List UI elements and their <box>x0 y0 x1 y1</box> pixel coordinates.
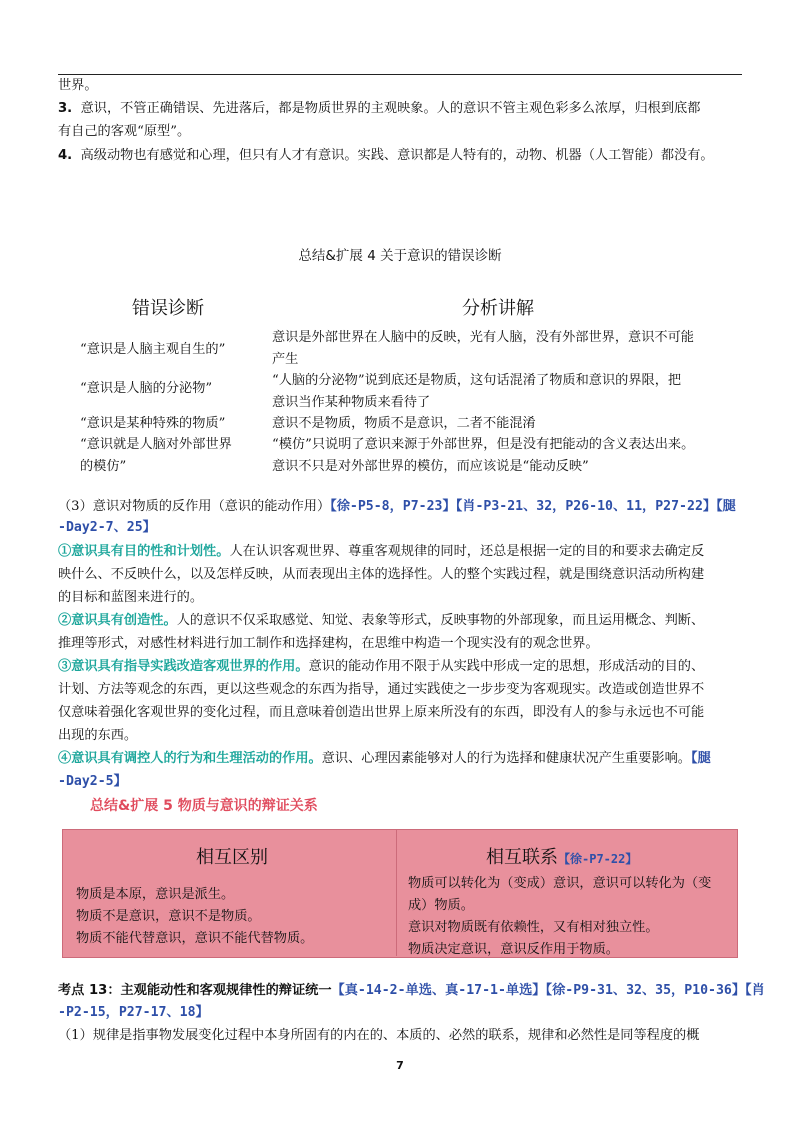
paragraph-line: 映什么、不反映什么，以及怎样反映，从而表现出主体的选择性。人的整个实践过程，就是围绕意识活动所构建 <box>58 567 705 582</box>
reference-tag: 【徐-P7-22】 <box>558 852 638 866</box>
heading-text: （3）意识对物质的反作用（意识的能动作用） <box>58 499 331 514</box>
exam-point-heading <box>58 979 765 1003</box>
table-title: 总结&扩展 4 关于意识的错误诊断 <box>298 248 502 264</box>
paragraph-text: 意识、心理因素能够对人的行为选择和健康状况产生重要影响。 <box>321 751 691 766</box>
paragraph-line: （1）规律是指事物发展变化过程中本身所固有的内在的、本质的、必然的联系，规律和必然性是同等程度的概 <box>58 1028 700 1043</box>
paragraph-text: 人的意识不仅采取感觉、知觉、表象等形式，反映事物的外部现象，而且运用概念、判断、 <box>176 613 705 628</box>
reference-tag: 【腿 <box>691 751 711 766</box>
header-text: 相互联系 <box>486 847 558 868</box>
summary-title: 总结&扩展 5 物质与意识的辩证关系 <box>90 798 318 814</box>
right-item: 物质决定意识，意识反作用于物质。 <box>408 942 619 957</box>
error-cell: “意识就是人脑对外部世界 <box>80 437 232 452</box>
analysis-cell: “模仿”只说明了意识来源于外部世界，但是没有把能动的含义表达出来。 <box>272 437 695 452</box>
analysis-cell: 意识当作某种物质来看待了 <box>272 395 431 410</box>
error-cell: “意识是人脑的分泌物” <box>80 381 213 396</box>
analysis-cell: 意识不只是对外部世界的模仿，而应该说是“能动反映” <box>272 459 589 474</box>
reference-tag: -P2-15，P27-17、18】 <box>58 1005 209 1020</box>
analysis-cell: 意识是外部世界在人脑中的反映，光有人脑，没有外部世界，意识不可能 <box>272 330 694 345</box>
column-header-analysis: 分析讲解 <box>462 298 534 319</box>
reference-tag: -Day2-7、25】 <box>58 520 156 535</box>
paragraph-line <box>58 655 748 679</box>
item-text: 高级动物也有感觉和心理，但只有人才有意识。实践、意识都是人特有的，动物、机器（人工智能）都没有。 <box>80 148 714 163</box>
left-item: 物质是本原，意识是派生。 <box>76 887 235 902</box>
page-number: 7 <box>396 1059 404 1072</box>
table-divider <box>396 829 397 956</box>
paragraph-line: 推理等形式，对感性材料进行加工制作和选择建构，在思维中构造一个现实没有的观念世界。 <box>58 636 599 651</box>
right-item: 意识对物质既有依赖性，又有相对独立性。 <box>408 920 659 935</box>
paragraph-line: 仅意味着强化客观世界的变化过程，而且意味着创造出世界上原来所没有的东西，即没有人的参与永远也不可能 <box>58 705 705 720</box>
paragraph-text: 人在认识客观世界、尊重客观规律的同时，还总是根据一定的目的和要求去确定反 <box>229 544 705 559</box>
left-item: 物质不能代替意识，意识不能代替物质。 <box>76 931 314 946</box>
item-number: 3. <box>58 101 73 116</box>
highlight-phrase: ②意识具有创造性。 <box>58 613 177 628</box>
reference-tag: 【徐-P5-8，P7-23】【肖-P3-21、32，P26-10、11，P27-22】【腿 <box>330 499 736 514</box>
heading-text: 考点 13：主观能动性和客观规律性的辩证统一 <box>58 983 332 998</box>
paragraph-text: 意识的能动作用不限于从实践中形成一定的思想，形成活动的目的、 <box>308 659 705 674</box>
reference-tag: -Day2-5】 <box>58 774 127 789</box>
right-item: 成）物质。 <box>408 898 474 913</box>
paragraph-line <box>58 609 748 633</box>
analysis-cell: 意识不是物质，物质不是意识，二者不能混淆 <box>272 416 536 431</box>
highlight-phrase: ③意识具有指导实践改造客观世界的作用。 <box>58 659 309 674</box>
error-cell: 的模仿” <box>80 459 127 474</box>
left-table-header: 相互区别 <box>196 847 268 868</box>
paragraph-line <box>58 747 748 771</box>
error-cell: “意识是某种特殊的物质” <box>80 416 226 431</box>
paragraph-line <box>58 540 748 564</box>
paragraph-line: 计划、方法等观念的东西，更以这些观念的东西为指导，通过实践使之一步步变为客观现实。改造或创造世界不 <box>58 682 705 697</box>
text-line: 世界。 <box>58 78 98 93</box>
error-cell: “意识是人脑主观自生的” <box>80 342 226 357</box>
highlight-phrase: ④意识具有调控人的行为和生理活动的作用。 <box>58 751 322 766</box>
reference-continued <box>58 516 748 540</box>
analysis-cell: 产生 <box>272 352 299 367</box>
item-text: 意识，不管正确错误、先进落后，都是物质世界的主观映象。人的意识不管主观色彩多么浓厚，归根到底都 <box>80 101 701 116</box>
right-item: 物质可以转化为（变成）意识，意识可以转化为（变 <box>408 876 712 891</box>
text-line: 有自己的客观“原型”。 <box>58 124 191 139</box>
analysis-cell: “人脑的分泌物”说到底还是物质，这句话混淆了物质和意识的界限，把 <box>272 373 682 388</box>
list-item-4 <box>58 144 748 168</box>
highlight-phrase: ①意识具有目的性和计划性。 <box>58 544 230 559</box>
right-table-header <box>486 843 637 869</box>
column-header-error: 错误诊断 <box>132 298 204 319</box>
reference-tag: 【真-14-2-单选、真-17-1-单选】【徐-P9-31、32、35，P10-36】【肖 <box>331 983 765 998</box>
left-item: 物质不是意识，意识不是物质。 <box>76 909 261 924</box>
reference-continued <box>58 1001 748 1025</box>
list-item-3 <box>58 97 748 121</box>
item-number: 4. <box>58 148 73 163</box>
paragraph-line: 的目标和蓝图来进行的。 <box>58 590 204 605</box>
reference-continued <box>58 770 748 794</box>
paragraph-line: 出现的东西。 <box>58 728 138 743</box>
